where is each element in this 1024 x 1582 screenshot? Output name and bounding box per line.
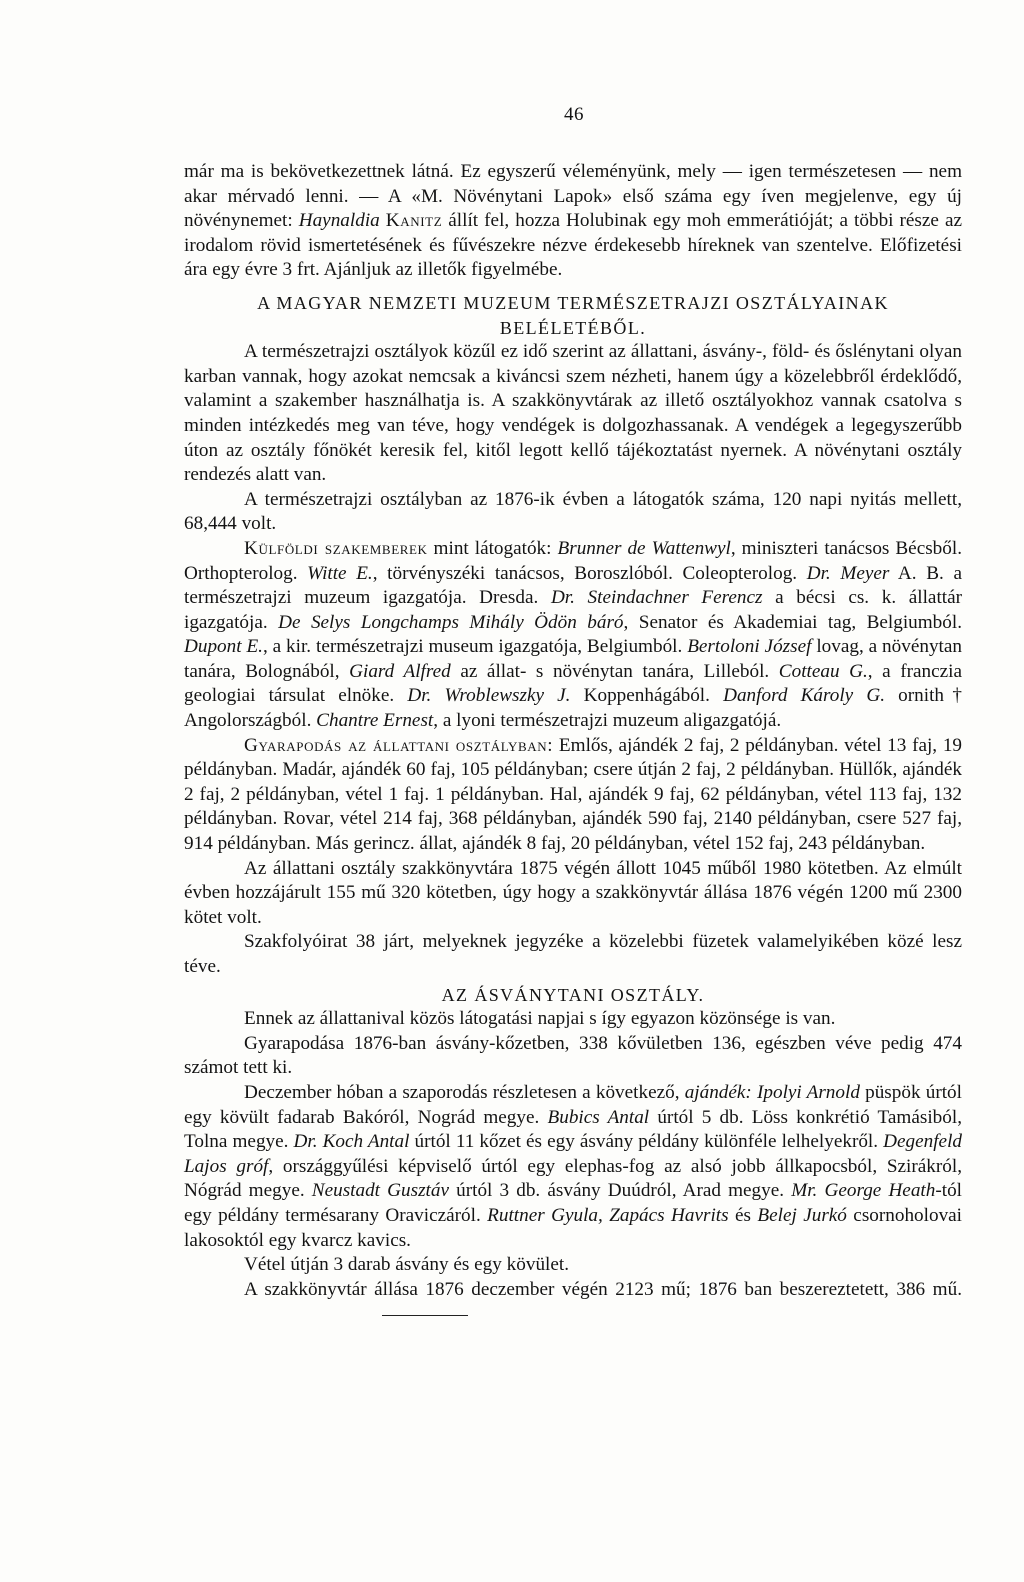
december-paragraph: Deczember hóban a szaporodás részletesen a következő, ajándék: Ipolyi Arnold püspök úrtól egy kövült fadarab Bakóról, Nográd megye. Bubics Antal úrtól 5 db. Löss konkrétió Tamásiból, Tolna megye. Dr. Koch Antal úrtól 11 kőzet és egy ásvány példány különféle lelhelyekről. Degenfeld Lajos gróf, országgyűlési képviselő úrtól egy elephas-fog az alsó jobb állkapocsból, Szirákról, Nógrád megye. Neustadt Gusztáv úrtól 3 db. ásvány Duúdról, Arad megye. Mr. George Heath-tól egy példány termésarany Oraviczáról. Ruttner Gyula, Zapács Havrits és Belej Jurkó csornoholovai lakosoktól egy kvarcz kavics. <box>184 1081 963 1251</box>
purchase-paragraph: Vétel útján 3 darab ásvány és egy kövület. <box>244 1254 570 1276</box>
mineral-paragraph-1: Ennek az állattanival közös látogatási napjai s így egyazon közönsége is van. <box>244 1008 836 1030</box>
section-heading-museum: A MAGYAR NEMZETI MUZEUM TERMÉSZETRAJZI OSZTÁLYAINAK BELÉLETÉBŐL. <box>257 292 889 338</box>
library-paragraph: Az állattani osztály szakkönyvtára 1875 végén állott 1045 műből 1980 kötetben. Az elmúlt évben hozzájárult 155 mű 320 kötetben, úgy hogy a szakkönyvtár állása 1876 végén 1200 mű 2300 kötet volt. <box>184 857 962 928</box>
visitors-paragraph: Külföldi szakemberek mint látogatók: Brunner de Wattenwyl, miniszteri tanácsos Bécsből. Orthopterolog. Witte E., törvényszéki tanácsos, Boroszlóból. Coleopterolog. Dr. Meyer A. B. a természetrajzi muzeum igazgatója. Dresda. Dr. Steindachner Ferencz a bécsi cs. k. állattár igazgatója. De Selys Longchamps Mihály Ödön báró, Senator és Akademiai tag, Belgiumból. Dupont E., a kir. természetrajzi museum igazgatója, Belgiumból. Bertoloni József lovag, a növénytan tanára, Bolognából, Giard Alfred az állat- s növénytan tanára, Lilleból. Cotteau G., a franczia geologiai társulat elnöke. Dr. Wroblewszky J. Koppenhágából. Danford Károly G. ornith† Angolországból. Chantre Ernest, a lyoni természetrajzi muzeum aligazgatójá. <box>184 537 963 732</box>
end-rule <box>382 1315 468 1316</box>
page-number: 46 <box>564 104 584 125</box>
final-paragraph: A szakkönyvtár állása 1876 deczember végén 2123 mű; 1876 ban beszereztetett, 386 mű. <box>184 1278 962 1327</box>
mineral-paragraph-2: Gyarapodása 1876-ban ásvány-kőzetben, 338 kővületben 136, egészben véve pedig 474 számot tett ki. <box>184 1032 962 1079</box>
museum-paragraph-1: A természetrajzi osztályok közűl ez idő szerint az állattani, ásvány-, föld- és őslénytani olyan karban vannak, hogy azokat nemcsak a kiváncsi szem nézheti, hanem úgy a közelebbről érdeklődő, valamint a szakember használhatja is. A szakkönyvtárak az illető osztályokhoz vannak csatolva s minden intézkedés meg van téve, hogy vendégek is dolgozhassanak. A vendégek a legegyszerűbb úton az osztály főnökét keresik fel, kitől legott kellő tájékoztatást nyernek. A növénytani osztály rendezés alatt van. <box>184 341 962 486</box>
genus-name: Haynaldia <box>298 210 380 232</box>
growth-lead: Gyarapodás az állattani osztályban: <box>244 734 554 756</box>
intro-paragraph: már ma is bekövetkezettnek látná. Ez egyszerű véleményünk, mely — igen természetesen — nem akar mérvadó lenni. — A «M. Növénytani Lapok» első száma egy íven megjelenve, egy új növénynemet: Haynaldia Kanitz állít fel, hozza Holubinak egy moh emmerátióját; a többi része az irodalom rövid ismertetésének és fűvészekre nézve érdekesebb híreknek van szentelve. Előfizetési ára egy évre 3 frt. Ajánljuk az illetők figyelmébe. <box>184 161 962 281</box>
visitors-lead: Külföldi szakemberek <box>244 537 428 559</box>
journals-paragraph: Szakfolyóirat 38 járt, melyeknek jegyzéke a közelebbi füzetek valamelyikében közé lesz téve. <box>184 931 962 977</box>
section-heading-mineral: AZ ÁSVÁNYTANI OSZTÁLY. <box>441 984 705 1005</box>
author-name: Kanitz <box>385 210 443 232</box>
growth-paragraph: Gyarapodás az állattani osztályban: Emlős, ajándék 2 faj, 2 példányban. vétel 13 faj, 19 példányban. Madár, ajándék 60 faj, 105 példányban; csere útján 2 faj, 2 példányban. Hüllők, ajándék 2 faj, 2 példányban, vétel 1 faj. 1 példányban. Hal, ajándék 9 faj, 62 példányban, vétel 113 faj, 132 példányban. Rovar, vétel 214 faj, 368 példányban, ajándék 590 faj, 2140 példányban, csere 527 faj, 914 példányban. Más gerincz. állat, ajándék 8 faj, 20 példányban, vétel 152 faj, 243 példányban. <box>184 734 963 855</box>
text-body <box>184 160 962 1327</box>
museum-paragraph-2: A természetrajzi osztályban az 1876-ik évben a látogatók száma, 120 napi nyitás mellett, 68,444 volt. <box>184 488 962 535</box>
